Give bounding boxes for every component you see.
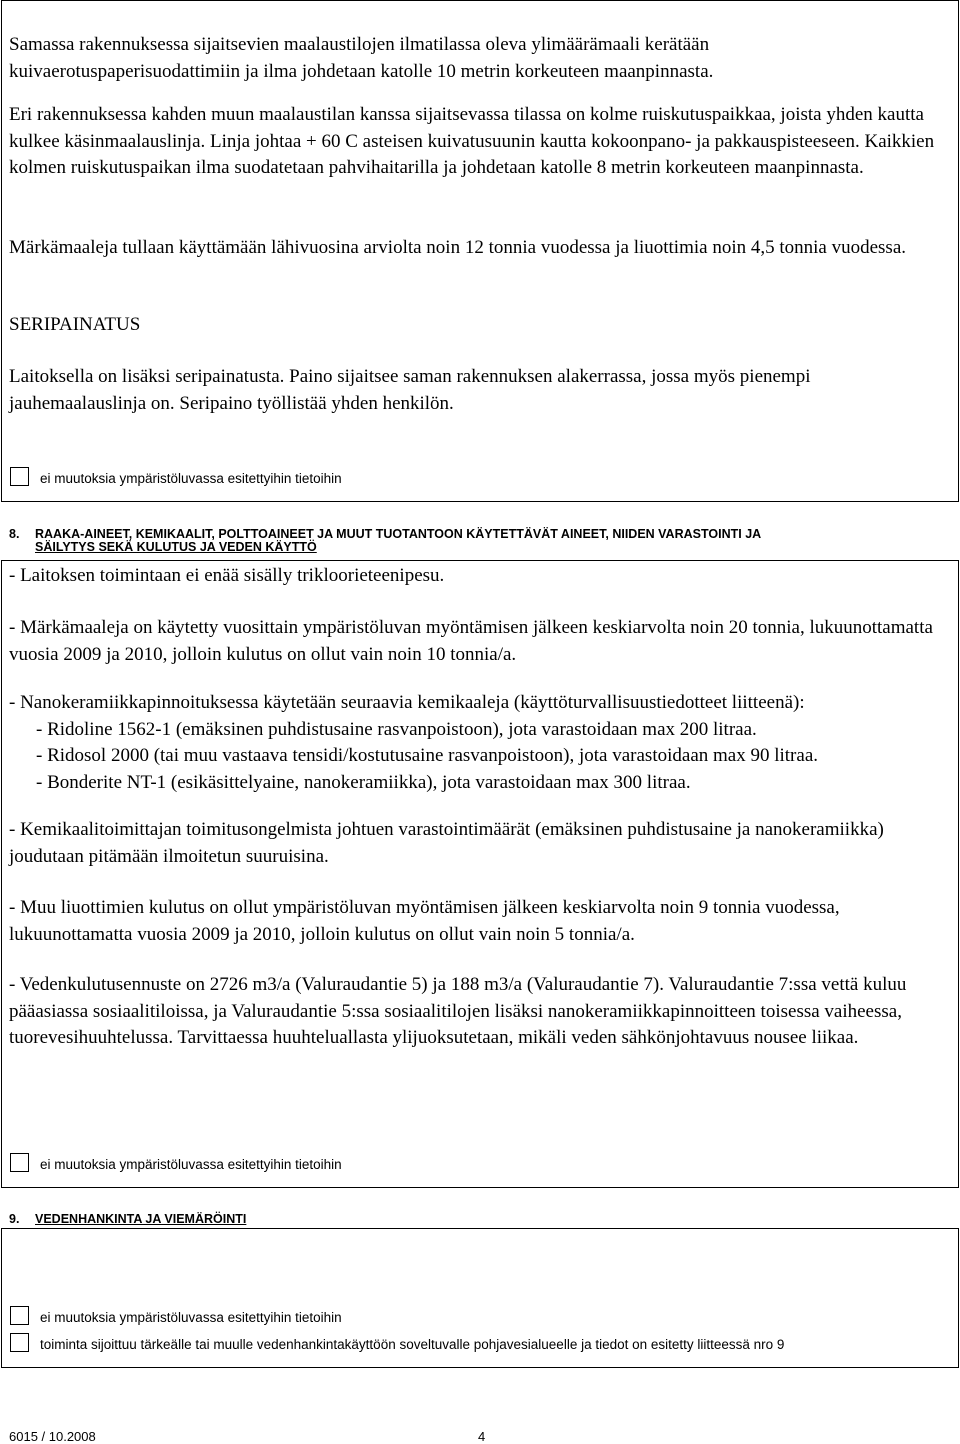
section-7-para-3: Märkämaaleja tullaan käyttämään lähivuosina arviolta noin 12 tonnia vuodessa ja liuottimia noin 4,5 tonnia vuodessa. bbox=[9, 237, 906, 258]
section-8-title bbox=[35, 528, 955, 554]
section-7-para-4: Laitoksella on lisäksi seripainatusta. Paino sijaitsee saman rakennuksen alakerrassa, jossa myös pienempi jauhemaalauslinja on. Seripaino työllistää yhden henkilön. bbox=[9, 366, 811, 414]
chemical-item-2: - Ridosol 2000 (tai muu vastaava tensidi/kostutusaine rasvanpoistoon), jota varastoidaan max 90 litraa. bbox=[36, 745, 818, 766]
section-7-para-1: Samassa rakennuksessa sijaitsevien maalaustilojen ilmatilassa oleva ylimäärämaali kerätään kuivaerotuspaperisuodattimiin ja ilma johdetaan katolle 10 metrin korkeuteen maanpinnasta. bbox=[9, 34, 714, 82]
section-8-para-3 bbox=[9, 690, 954, 796]
no-changes-checkbox-7[interactable] bbox=[10, 467, 29, 486]
section-9-number: 9. bbox=[9, 1212, 20, 1226]
no-changes-checkbox-label-8: ei muutoksia ympäristöluvassa esitettyihin tietoihin bbox=[40, 1157, 342, 1172]
footer-page-number: 4 bbox=[478, 1429, 486, 1444]
chemical-item-1: - Ridoline 1562-1 (emäksinen puhdistusaine rasvanpoistoon), jota varastoidaan max 200 litraa. bbox=[36, 718, 757, 740]
section-8-para-4: - Kemikaalitoimittajan toimitusongelmista johtuen varastointimäärät (emäksinen puhdistusaine ja nanokeramiikka) joudutaan pitämään ilmoitetun suuruisina. bbox=[9, 819, 884, 867]
section-heading-seripainatus: SERIPAINATUS bbox=[9, 314, 141, 335]
section-9-title: VEDENHANKINTA JA VIEMÄRÖINTI bbox=[35, 1212, 247, 1226]
no-changes-checkbox-9[interactable] bbox=[10, 1306, 29, 1325]
groundwater-area-checkbox-label: toiminta sijoittuu tärkeälle tai muulle vedenhankintakäyttöön soveltuvalle pohjavesialueelle ja tiedot on esitetty liitteessä nro 9 bbox=[40, 1337, 785, 1352]
section-8-para-1: - Laitoksen toimintaan ei enää sisälly trikloorieteenipesu. bbox=[9, 565, 445, 586]
section-8-para-2: - Märkämaaleja on käytetty vuosittain ympäristöluvan myöntämisen jälkeen keskiarvolta noin 20 tonnia, lukuunottamatta vuosia 2009 ja 2010, jolloin kulutus on ollut vain noin 10 tonnia/a. bbox=[9, 617, 933, 665]
footer-form-code: 6015 / 10.2008 bbox=[9, 1429, 96, 1444]
section-8-title-line-1: RAAKA-AINEET, KEMIKAALIT, POLTTOAINEET JA MUUT TUOTANTOON KÄYTETTÄVÄT AINEET, NIIDEN VARASTOINTI JA bbox=[35, 527, 762, 541]
no-changes-checkbox-label-9: ei muutoksia ympäristöluvassa esitettyihin tietoihin bbox=[40, 1310, 342, 1325]
chemical-item-3: - Bonderite NT-1 (esikäsittelyaine, nanokeramiikka), jota varastoidaan max 300 litraa. bbox=[36, 771, 691, 793]
section-7-para-2: Eri rakennuksessa kahden muun maalaustilan kanssa sijaitsevassa tilassa on kolme ruiskutuspaikkaa, joista yhden kautta kulkee käsinmaalauslinja. Linja johtaa + 60 C asteisen kuivatusuunin kautta kokoonpano- ja pakkauspisteeseen. Kaikkien kolmen ruiskutuspaikan ilma suodatetaan pahvihaitarilla ja johdetaan katolle 8 metrin korkeuteen maanpinnasta. bbox=[9, 104, 935, 178]
section-8-number: 8. bbox=[9, 527, 20, 541]
no-changes-checkbox-label-7: ei muutoksia ympäristöluvassa esitettyihin tietoihin bbox=[40, 471, 342, 486]
section-8-title-line-2: SÄILYTYS SEKÄ KULUTUS JA VEDEN KÄYTTÖ bbox=[35, 540, 317, 554]
groundwater-area-checkbox[interactable] bbox=[10, 1333, 29, 1352]
section-8-para-6: - Vedenkulutusennuste on 2726 m3/a (Valuraudantie 5) ja 188 m3/a (Valuraudantie 7). Valuraudantie 7:ssa vettä kuluu pääasiassa sosiaalitiloissa, ja Valuraudantie 5:ssa sosiaalitilojen lisäksi nanokeramiikkapinnoitteen toisessa vaiheessa, tuorevesihuuhtelussa. Tarvittaessa huuhteluallasta ylijuoksutetaan, mikäli veden sähkönjohtavuus nousee liikaa. bbox=[9, 974, 907, 1048]
section-8-para-3-intro: - Nanokeramiikkapinnoituksessa käytetään seuraavia kemikaaleja (käyttöturvallisuustiedotteet liitteenä): bbox=[9, 692, 805, 713]
section-8-para-5: - Muu liuottimien kulutus on ollut ympäristöluvan myöntämisen jälkeen keskiarvolta noin 9 tonnia vuodessa, lukuunottamatta vuosia 2009 ja 2010, jolloin kulutus on ollut vain noin 5 tonnia/a. bbox=[9, 897, 840, 945]
no-changes-checkbox-8[interactable] bbox=[10, 1153, 29, 1172]
